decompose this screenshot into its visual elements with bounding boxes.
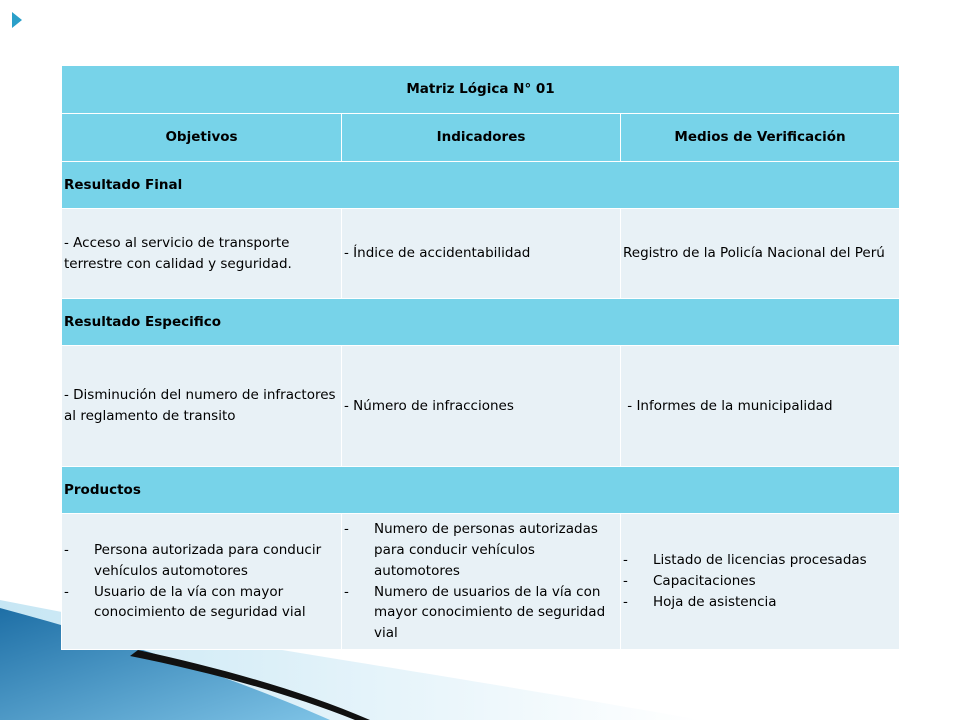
- list-item: - Numero de usuarios de la vía con mayor conocimiento de seguridad vial: [344, 582, 618, 645]
- title-row: [62, 66, 900, 114]
- medios-list: [623, 550, 897, 613]
- objetivos-list: [64, 540, 339, 624]
- column-header-medios: Medios de Verificación: [621, 114, 900, 162]
- list-item: - Persona autorizada para conducir vehículos automotores: [64, 540, 339, 582]
- cell-indicador: - Índice de accidentabilidad: [342, 209, 621, 299]
- list-item: - Usuario de la vía con mayor conocimiento de seguridad vial: [64, 582, 339, 624]
- list-item: - Numero de personas autorizadas para conducir vehículos automotores: [344, 519, 618, 582]
- section-heading-resultado-especifico: Resultado Especifico: [62, 299, 900, 346]
- table-row: [62, 346, 900, 467]
- table-row: [62, 514, 900, 650]
- cell-medios-list: [621, 514, 900, 650]
- list-item: - Hoja de asistencia: [623, 592, 897, 613]
- cell-objetivo: - Disminución del numero de infractores al reglamento de transito: [62, 346, 342, 467]
- section-header-row: [62, 467, 900, 514]
- column-header-indicadores: Indicadores: [342, 114, 621, 162]
- indicadores-list: [344, 519, 618, 645]
- section-heading-productos: Productos: [62, 467, 900, 514]
- list-item: - Listado de licencias procesadas: [623, 550, 897, 571]
- column-header-objetivos: Objetivos: [62, 114, 342, 162]
- cell-objetivo: - Acceso al servicio de transporte terrestre con calidad y seguridad.: [62, 209, 342, 299]
- section-header-row: [62, 299, 900, 346]
- cell-objetivos-list: [62, 514, 342, 650]
- section-header-row: [62, 162, 900, 209]
- cell-indicador: - Número de infracciones: [342, 346, 621, 467]
- table-row: [62, 209, 900, 299]
- bullet-arrow-icon: [12, 12, 22, 28]
- section-heading-resultado-final: Resultado Final: [62, 162, 900, 209]
- cell-medio: - Informes de la municipalidad: [621, 346, 900, 467]
- logic-matrix-table: [61, 65, 900, 650]
- header-row: [62, 114, 900, 162]
- cell-indicadores-list: [342, 514, 621, 650]
- list-item: - Capacitaciones: [623, 571, 897, 592]
- matrix-title: Matriz Lógica N° 01: [62, 66, 900, 114]
- cell-medio: Registro de la Policía Nacional del Perú: [621, 209, 900, 299]
